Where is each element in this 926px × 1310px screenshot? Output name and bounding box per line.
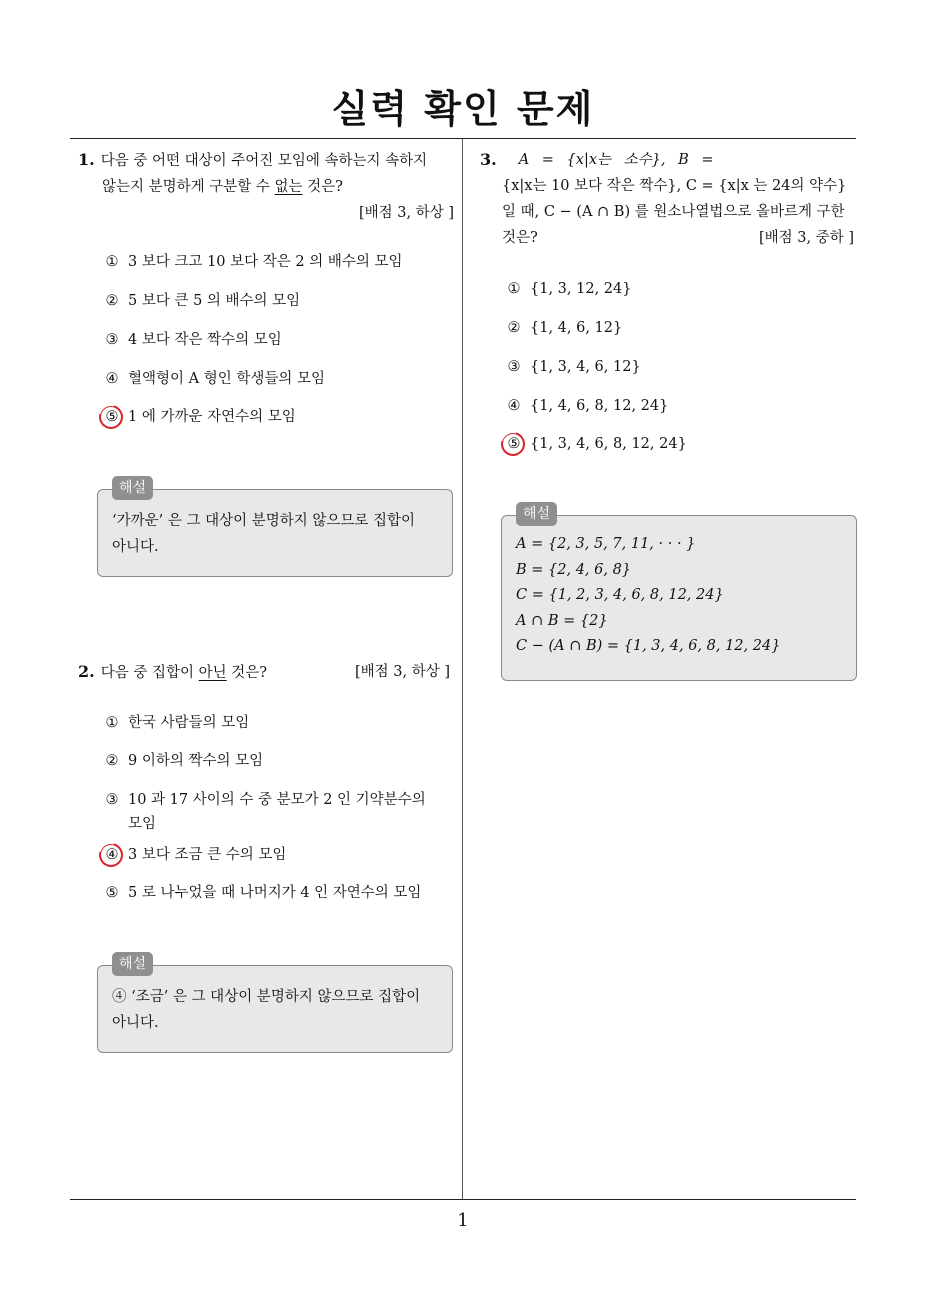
explanation-box-3 (501, 506, 857, 681)
option-text: 3 보다 조금 큰 수의 모임 (128, 847, 287, 863)
option-4[interactable] (504, 394, 668, 418)
emphasis-underline: 아닌 (198, 665, 227, 681)
explanation-line: A = {2, 3, 5, 7, 11, · · · } (516, 536, 696, 552)
selected-answer-circle: ⑤ (102, 405, 122, 429)
option-text: 한국 사람들의 모임 (128, 715, 250, 731)
bottom-rule (70, 1199, 856, 1200)
option-text: {1, 3, 12, 24} (530, 281, 632, 297)
option-2[interactable] (102, 289, 300, 313)
option-mark: ④ (507, 398, 521, 414)
question-text-a: 다음 중 집합이 (100, 665, 199, 681)
explanation-line: B = {2, 4, 6, 8} (516, 561, 632, 578)
option-text: 5 로 나누었을 때 나머지가 4 인 자연수의 모임 (128, 885, 422, 901)
option-2[interactable] (102, 749, 263, 773)
emphasis-underline: 없는 (274, 179, 303, 195)
explanation-tag: 해설 (112, 476, 153, 500)
option-mark: ① (507, 281, 521, 297)
option-mark: ③ (105, 792, 119, 808)
option-mark: ① (105, 715, 119, 731)
question-1 (78, 147, 454, 226)
option-5-selected[interactable] (102, 405, 296, 429)
explanation-box-1 (97, 480, 453, 577)
explanation-line: C = {1, 2, 3, 4, 6, 8, 12, 24} (516, 587, 724, 603)
explanation-tag: 해설 (112, 952, 153, 976)
question-text-line3: 일 때, C − (A ∩ B) 를 원소나열법으로 올바르게 구한 (502, 204, 845, 220)
explanation-line: C − (A ∩ B) = {1, 3, 4, 6, 8, 12, 24} (516, 638, 781, 654)
option-text: 혈액형이 A 형인 학생들의 모임 (128, 371, 325, 387)
explanation-text-line1: ‘가까운’ 은 그 대상이 분명하지 않으므로 집합이 (112, 513, 416, 529)
question-text-line1: 다음 중 어떤 대상이 주어진 모임에 속하는지 속하지 (100, 153, 428, 169)
option-1[interactable] (102, 711, 249, 735)
explanation-text-line2: 아니다. (112, 539, 159, 555)
option-text: {1, 3, 4, 6, 8, 12, 24} (530, 436, 687, 452)
explanation-text-line1: ④ ‘조금’ 은 그 대상이 분명하지 않으므로 집합이 (112, 989, 421, 1005)
question-text-line2b: 것은? (302, 179, 343, 195)
question-text-line2a: 않는지 분명하게 구분할 수 (102, 179, 275, 195)
option-4-selected[interactable] (102, 843, 286, 867)
option-text: {1, 4, 6, 12} (530, 320, 623, 336)
question-text-line1: A = {x|x는 소수}, B = (518, 152, 714, 168)
explanation-box-2 (97, 956, 453, 1053)
score-label: [배점 3, 하상 ] (358, 205, 454, 221)
option-text: 9 이하의 짝수의 모임 (128, 753, 264, 769)
option-mark: ③ (105, 332, 119, 348)
page-title: 실력 확인 문제 (331, 87, 595, 131)
column-divider (462, 139, 463, 1199)
score-label: [배점 3, 하상 ] (354, 664, 450, 680)
question-2 (78, 659, 450, 686)
option-text-line2: 모임 (128, 816, 157, 832)
option-3[interactable] (102, 328, 282, 352)
option-mark: ② (507, 320, 521, 336)
option-mark: ① (105, 254, 119, 270)
option-text: 10 과 17 사이의 수 중 분모가 2 인 기약분수의 (128, 792, 426, 808)
option-mark: ④ (105, 371, 119, 387)
option-4[interactable] (102, 367, 325, 391)
option-1[interactable] (102, 250, 402, 274)
top-rule (70, 138, 856, 139)
question-3 (480, 147, 858, 251)
option-text: {1, 4, 6, 8, 12, 24} (530, 398, 669, 414)
option-text: 1 에 가까운 자연수의 모임 (128, 409, 296, 425)
score-label: [배점 3, 중하 ] (758, 230, 854, 246)
option-text: {1, 3, 4, 6, 12} (530, 359, 641, 375)
explanation-text-line2: 아니다. (112, 1015, 159, 1031)
option-5-selected[interactable] (504, 432, 687, 456)
option-mark: ② (105, 753, 119, 769)
option-2[interactable] (504, 316, 622, 340)
question-number: 3. (480, 150, 497, 169)
explanation-line: A ∩ B = {2} (516, 612, 608, 629)
option-mark: ⑤ (105, 885, 119, 901)
selected-answer-circle: ④ (102, 843, 122, 867)
option-text: 3 보다 크고 10 보다 작은 2 의 배수의 모임 (128, 254, 403, 270)
option-3[interactable] (504, 355, 641, 379)
explanation-tag: 해설 (516, 502, 557, 526)
question-text-line2: {x|x는 10 보다 작은 짝수}, C = {x|x 는 24의 약수} (502, 178, 847, 194)
question-text-line4: 것은? (502, 230, 538, 246)
option-mark: ② (105, 293, 119, 309)
question-number: 2. (78, 662, 95, 681)
option-text: 4 보다 작은 짝수의 모임 (128, 332, 282, 348)
option-3[interactable] (102, 788, 426, 836)
page-number: 1 (457, 1210, 469, 1231)
option-1[interactable] (504, 277, 631, 301)
option-mark: ③ (507, 359, 521, 375)
question-text-b: 것은? (226, 665, 267, 681)
option-text: 5 보다 큰 5 의 배수의 모임 (128, 293, 301, 309)
selected-answer-circle: ⑤ (504, 432, 524, 456)
question-number: 1. (78, 150, 95, 169)
option-5[interactable] (102, 881, 421, 905)
